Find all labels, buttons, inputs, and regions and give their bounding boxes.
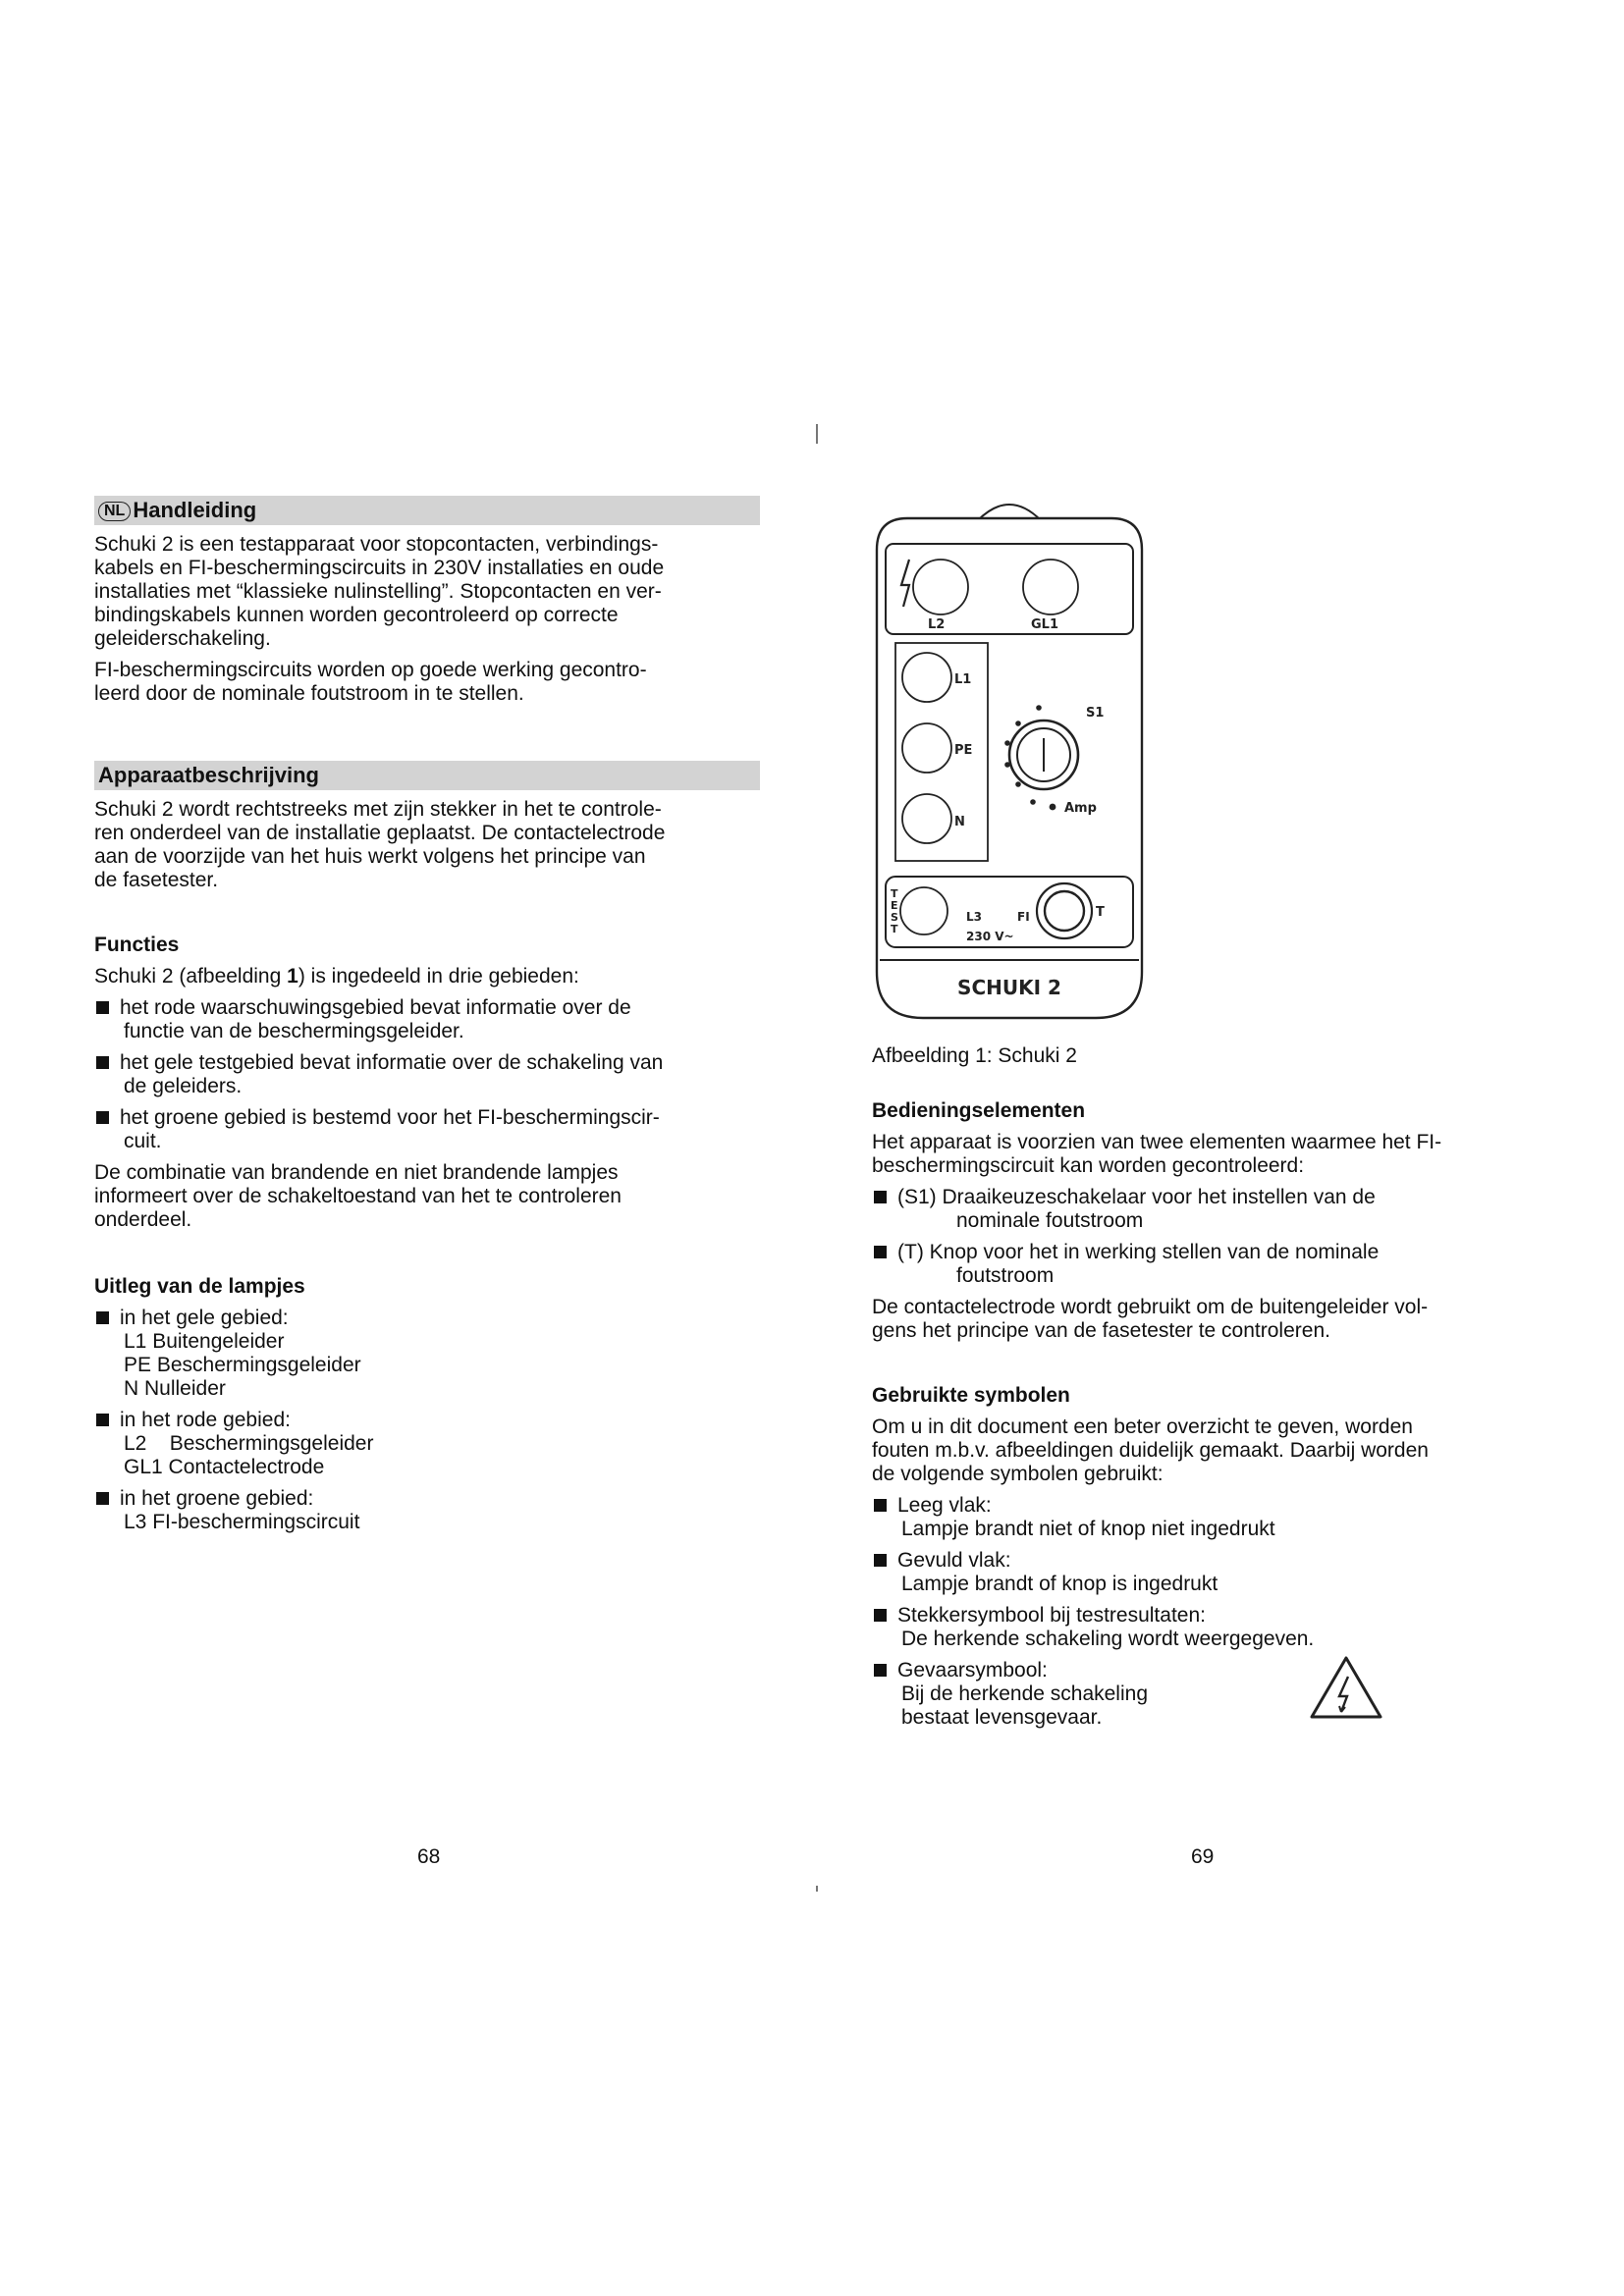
list-item: in het rode gebied: L2 Beschermingsgeleider GL1 Contactelectrode [94, 1409, 760, 1479]
bedien-paragraph: Het apparaat is voorzien van twee elementen waarmee het FI- beschermingscircuit kan worden gecontroleerd: [872, 1131, 1442, 1177]
list-item: (T) Knop voor het in werking stellen van de nominale foutstroom [872, 1241, 1540, 1288]
section-header-handleiding [94, 496, 760, 525]
symbolen-list [872, 1494, 1540, 1730]
right-page-text [872, 1044, 1540, 1730]
label-test-e: E [891, 899, 898, 912]
bullet-square-icon [874, 1499, 887, 1512]
section-header-apparaatbeschrijving [94, 761, 760, 790]
list-item: het gele testgebied bevat informatie over de schakeling van de geleiders. [94, 1051, 760, 1098]
lamp-gl1 [1023, 560, 1078, 614]
label-fi: FI [1017, 910, 1030, 924]
list-item: in het gele gebied: L1 Buitengeleider PE Beschermingsgeleider N Nulleider [94, 1307, 760, 1401]
danger-warning-icon [1309, 1655, 1383, 1720]
label-test-t2: T [891, 923, 898, 935]
bedien-list [872, 1186, 1540, 1288]
lamp-n [902, 794, 951, 843]
bullet-square-icon [874, 1191, 887, 1203]
bullet-square-icon [874, 1609, 887, 1622]
section-title: Handleiding [133, 498, 257, 522]
functies-heading: Functies [94, 934, 180, 956]
label-gl1: GL1 [1031, 617, 1058, 632]
label-voltage: 230 V~ [966, 930, 1014, 943]
bullet-square-icon [874, 1246, 887, 1258]
list-item: het rode waarschuwingsgebied bevat informatie over de functie van de beschermingsgeleider. [94, 996, 760, 1043]
bedien-heading: Bedieningselementen [872, 1099, 1086, 1122]
label-n: N [954, 815, 965, 829]
symbolen-paragraph: Om u in dit document een beter overzicht te geven, worden fouten m.b.v. afbeeldingen duidelijk gemaakt. Daarbij worden de volgende symbolen gebruikt: [872, 1415, 1429, 1485]
uitleg-list [94, 1307, 760, 1534]
functies-intro: Schuki 2 (afbeelding 1) is ingedeeld in drie gebieden: [94, 965, 579, 988]
functies-list [94, 996, 760, 1153]
list-item: het groene gebied is bestemd voor het FI-beschermingscir- cuit. [94, 1106, 760, 1153]
lamp-l2 [913, 560, 968, 614]
lamp-l3 [900, 887, 947, 934]
label-test-s: S [891, 911, 898, 924]
label-l1: L1 [954, 672, 972, 687]
bullet-square-icon [96, 1414, 109, 1426]
section-title: Apparaatbeschrijving [98, 763, 319, 787]
label-test-t1: T [891, 887, 898, 900]
lamp-l1 [902, 653, 951, 702]
bullet-square-icon [96, 1492, 109, 1505]
fi-paragraph: FI-beschermingscircuits worden op goede werking gecontro- leerd door de nominale foutstroom in te stellen. [94, 659, 647, 705]
list-item: (S1) Draaikeuzeschakelaar voor het instellen van de nominale foutstroom [872, 1186, 1540, 1233]
page-number-left: 68 [417, 1845, 441, 1868]
label-pe: PE [954, 743, 973, 758]
uitleg-heading: Uitleg van de lampjes [94, 1275, 305, 1298]
list-item: Gevuld vlak: Lampje brandt of knop is ingedrukt [872, 1549, 1540, 1596]
bullet-square-icon [874, 1554, 887, 1567]
apparaat-paragraph: Schuki 2 wordt rechtstreeks met zijn stekker in het te controle- ren onderdeel van de installatie geplaatst. De contactelectrode aan de voorzijde van het huis werkt volgens het principe van de fasetester. [94, 798, 666, 891]
page-number-right: 69 [1191, 1845, 1215, 1868]
list-item: Stekkersymbool bij testresultaten: De herkende schakeling wordt weergegeven. [872, 1604, 1540, 1651]
label-s1: S1 [1086, 706, 1105, 721]
bullet-square-icon [96, 1111, 109, 1124]
list-item: Gevaarsymbool: Bij de herkende schakeling bestaat levensgevaar. [872, 1659, 1540, 1730]
device-name: SCHUKI 2 [957, 976, 1061, 999]
lamp-pe [902, 723, 951, 773]
label-t: T [1096, 905, 1105, 920]
list-item: in het groene gebied: L3 FI-beschermingscircuit [94, 1487, 760, 1534]
figure-caption: Afbeelding 1: Schuki 2 [872, 1044, 1077, 1067]
bullet-square-icon [96, 1311, 109, 1324]
label-l2: L2 [928, 617, 946, 632]
list-item: Leeg vlak: Lampje brandt niet of knop niet ingedrukt [872, 1494, 1540, 1541]
language-badge: NL [98, 502, 131, 521]
bullet-square-icon [874, 1664, 887, 1677]
gutter-mark-bottom [816, 1886, 818, 1892]
contact-paragraph: De contactelectrode wordt gebruikt om de buitengeleider vol- gens het principe van de fasetester te controleren. [872, 1296, 1429, 1342]
label-amp: Amp [1064, 801, 1097, 816]
intro-paragraph: Schuki 2 is een testapparaat voor stopcontacten, verbindings- kabels en FI-beschermingscircuits in 230V installaties en oude installaties met “klassieke nulinstelling”. Stopcontacten en ver- bindingskabels kunnen worden gecontroleerd op correcte geleiderschakeling. [94, 533, 665, 650]
symbolen-heading: Gebruikte symbolen [872, 1384, 1070, 1407]
bullet-square-icon [96, 1056, 109, 1069]
label-l3: L3 [966, 910, 982, 924]
left-page [94, 496, 760, 1534]
combinatie-paragraph: De combinatie van brandende en niet brandende lampjes informeert over de schakeltoestand van het te controleren onderdeel. [94, 1161, 622, 1231]
schuki-2-device-illustration [872, 491, 1147, 1021]
bullet-square-icon [96, 1001, 109, 1014]
gutter-mark-top [816, 424, 818, 444]
